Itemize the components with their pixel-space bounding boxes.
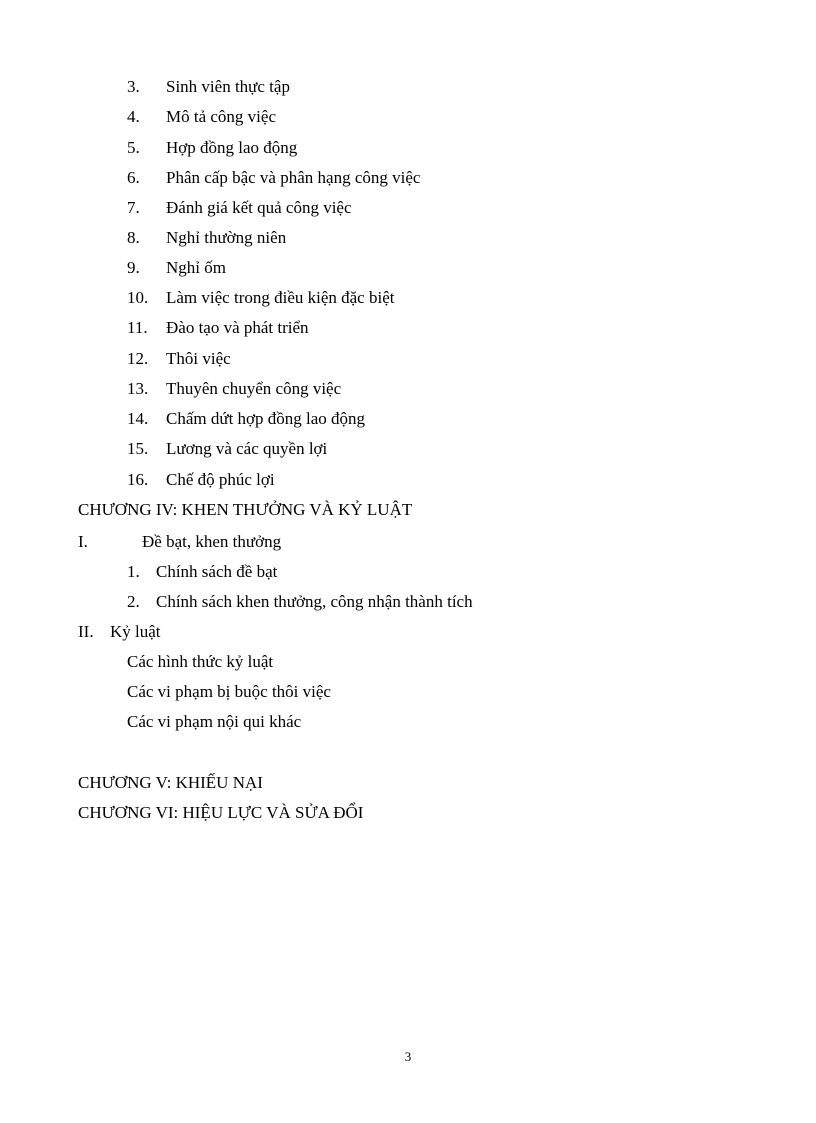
chapter-5-heading: CHƯƠNG V: KHIẾU NẠI — [78, 773, 263, 792]
item-number: 8. — [127, 228, 140, 247]
page-number: 3 — [404, 1049, 412, 1064]
list-item: Các hình thức kỷ luật — [127, 652, 274, 671]
item-label: Đào tạo và phát triển — [166, 318, 309, 337]
section-title: Kỷ luật — [110, 622, 161, 641]
item-number: 15. — [127, 439, 149, 458]
section-number: I. — [78, 532, 88, 551]
item-number: 3. — [127, 77, 140, 96]
chapter-4-heading: CHƯƠNG IV: KHEN THƯỞNG VÀ KỶ LUẬT — [78, 500, 413, 519]
item-number: 6. — [127, 168, 140, 187]
chapter-6-heading: CHƯƠNG VI: HIỆU LỰC VÀ SỬA ĐỔI — [78, 803, 364, 822]
list-item: Các vi phạm bị buộc thôi việc — [127, 682, 331, 701]
item-label: Chính sách đề bạt — [156, 562, 278, 581]
item-number: 9. — [127, 258, 140, 277]
item-number: 4. — [127, 107, 140, 126]
item-label: Sinh viên thực tập — [166, 77, 290, 96]
item-label: Mô tả công việc — [166, 107, 276, 126]
item-label: Đánh giá kết quả công việc — [166, 198, 352, 217]
list-item: Các vi phạm nội qui khác — [127, 712, 302, 731]
item-label: Làm việc trong điều kiện đặc biệt — [166, 288, 395, 307]
section-title: Đề bạt, khen thưởng — [142, 532, 282, 551]
item-label: Thôi việc — [166, 349, 231, 368]
section-number: II. — [78, 622, 94, 641]
item-number: 16. — [127, 470, 149, 489]
item-number: 14. — [127, 409, 149, 428]
item-label: Nghỉ ốm — [166, 258, 226, 277]
item-number: 12. — [127, 349, 149, 368]
item-number: 5. — [127, 138, 140, 157]
item-number: 13. — [127, 379, 149, 398]
item-number: 7. — [127, 198, 140, 217]
item-label: Chế độ phúc lợi — [166, 470, 275, 489]
item-label: Nghỉ thường niên — [166, 228, 287, 247]
item-number: 1. — [127, 562, 140, 581]
item-label: Thuyên chuyển công việc — [166, 379, 342, 398]
item-label: Chấm dứt hợp đồng lao động — [166, 409, 366, 428]
item-label: Hợp đồng lao động — [166, 138, 298, 157]
item-label: Chính sách khen thưởng, công nhận thành tích — [156, 592, 473, 611]
item-label: Lương và các quyền lợi — [166, 439, 328, 458]
item-label: Phân cấp bậc và phân hạng công việc — [166, 168, 421, 187]
item-number: 2. — [127, 592, 140, 611]
item-number: 10. — [127, 288, 149, 307]
item-number: 11. — [127, 318, 148, 337]
